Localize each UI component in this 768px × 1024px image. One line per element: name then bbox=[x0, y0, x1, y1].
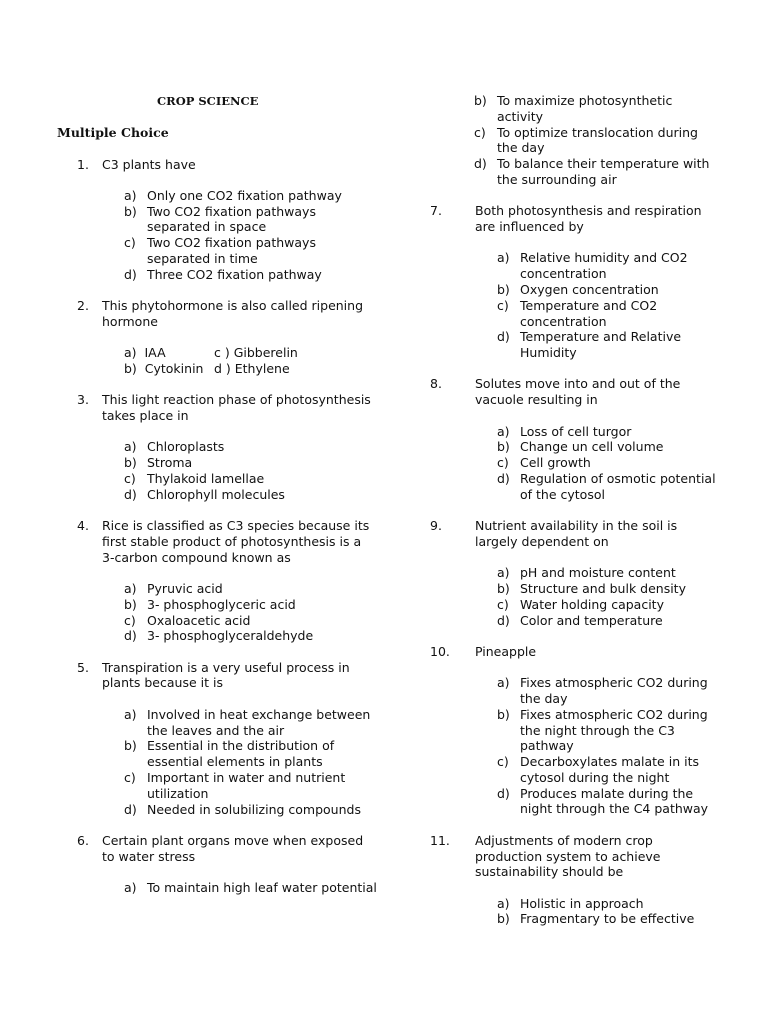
option-text: Cell growth bbox=[520, 455, 591, 471]
option-letter: d) bbox=[474, 156, 487, 172]
option-letter: b) bbox=[124, 738, 137, 754]
option-text: Structure and bulk density bbox=[520, 580, 686, 596]
answer-option: d ) Ethylene bbox=[214, 360, 290, 376]
answer-option bbox=[475, 471, 720, 503]
option-list bbox=[475, 565, 720, 628]
answer-option bbox=[102, 455, 377, 471]
option-text: Oxaloacetic acid bbox=[147, 612, 251, 628]
option-text: To balance their temperature with the surrounding air bbox=[497, 156, 710, 187]
answer-option bbox=[475, 282, 720, 298]
answer-option: b) Cytokinin bbox=[124, 360, 204, 376]
option-text: Two CO2 fixation pathways separated in time bbox=[147, 235, 316, 266]
question-text: Pineapple bbox=[475, 643, 537, 659]
option-text: Two CO2 fixation pathways separated in space bbox=[147, 203, 316, 235]
option-text: pH and moisture content bbox=[520, 565, 676, 581]
answer-option bbox=[475, 581, 720, 597]
question-number: 7. bbox=[430, 203, 442, 219]
option-letter: b) bbox=[497, 706, 510, 722]
option-letter: d) bbox=[497, 470, 510, 486]
answer-option bbox=[475, 250, 720, 282]
question-number: 3. bbox=[77, 392, 89, 408]
option-letter: d) bbox=[124, 628, 137, 644]
answer-option bbox=[102, 597, 377, 613]
answer-option bbox=[102, 204, 377, 236]
answer-option bbox=[102, 439, 377, 455]
option-text: Loss of cell turgor bbox=[520, 423, 632, 439]
answer-option bbox=[475, 439, 720, 455]
answer-option bbox=[102, 188, 377, 204]
option-letter: b) bbox=[497, 439, 510, 455]
question bbox=[430, 518, 720, 628]
option-list bbox=[475, 896, 720, 928]
option-text: Thylakoid lamellae bbox=[147, 470, 265, 486]
option-text: Produces malate during the night through the C4 pathway bbox=[520, 785, 709, 817]
answer-option: c ) Gibberelin bbox=[214, 345, 298, 361]
option-text: Only one CO2 fixation pathway bbox=[147, 187, 342, 203]
option-text: Decarboxylates malate in its cytosol during the night bbox=[520, 754, 699, 785]
option-text: Important in water and nutrient utilization bbox=[147, 769, 346, 801]
option-letter: b) bbox=[497, 281, 510, 297]
option-list bbox=[475, 424, 720, 503]
option-letter: b) bbox=[124, 455, 137, 471]
question-number: 8. bbox=[430, 376, 442, 392]
answer-option bbox=[475, 911, 720, 927]
option-text: Stroma bbox=[147, 455, 193, 471]
answer-option bbox=[102, 487, 377, 503]
option-letter: c) bbox=[124, 769, 136, 785]
answer-option bbox=[475, 329, 720, 361]
question-text: Solutes move into and out of the vacuole resulting in bbox=[475, 376, 681, 408]
option-text: Water holding capacity bbox=[520, 596, 664, 612]
option-text: To maintain high leaf water potential bbox=[147, 879, 377, 895]
answer-option: a) IAA bbox=[124, 345, 166, 361]
option-letter: d) bbox=[497, 329, 510, 345]
question-text: Transpiration is a very useful process in plants because it is bbox=[102, 659, 350, 691]
question-text: C3 plants have bbox=[102, 156, 196, 172]
option-text: Essential in the distribution of essential elements in plants bbox=[147, 738, 335, 770]
question bbox=[57, 833, 377, 896]
answer-option bbox=[475, 597, 720, 613]
option-letter: c) bbox=[497, 754, 509, 770]
option-text: Color and temperature bbox=[520, 612, 663, 628]
option-letter: b) bbox=[474, 93, 487, 108]
answer-option bbox=[102, 738, 377, 770]
option-text: Fixes atmospheric CO2 during the night through the C3 pathway bbox=[520, 706, 708, 754]
left-column bbox=[57, 93, 377, 896]
option-letter: a) bbox=[497, 675, 510, 691]
option-list bbox=[102, 880, 377, 896]
question-text: Rice is classified as C3 species because its first stable product of photosynthesis is a 3-carbon compound known as bbox=[102, 518, 370, 565]
option-list bbox=[475, 675, 720, 817]
option-letter: a) bbox=[124, 187, 137, 203]
answer-option bbox=[102, 235, 377, 267]
option-text: Three CO2 fixation pathway bbox=[147, 266, 322, 282]
answer-option bbox=[102, 628, 377, 644]
answer-option bbox=[102, 770, 377, 802]
option-letter: d) bbox=[124, 266, 137, 282]
option-letter: a) bbox=[124, 580, 137, 596]
question-number: 6. bbox=[77, 832, 89, 848]
option-letter: c) bbox=[124, 235, 136, 251]
question-text: Adjustments of modern crop production system to achieve sustainability should be bbox=[475, 832, 661, 880]
right-question-list bbox=[430, 203, 720, 927]
option-list bbox=[102, 707, 377, 818]
option-list bbox=[102, 581, 377, 644]
answer-option bbox=[475, 565, 720, 581]
question-text: Nutrient availability in the soil is largely dependent on bbox=[475, 518, 678, 549]
answer-option bbox=[475, 455, 720, 471]
option-text: Pyruvic acid bbox=[147, 580, 223, 596]
answer-option bbox=[475, 613, 720, 629]
section-heading: Multiple Choice bbox=[57, 125, 169, 140]
option-text: Chlorophyll molecules bbox=[147, 486, 285, 502]
option-text: 3- phosphoglyceric acid bbox=[147, 596, 296, 612]
answer-option bbox=[475, 298, 720, 330]
question bbox=[57, 157, 377, 283]
question bbox=[430, 203, 720, 361]
option-text: Change un cell volume bbox=[520, 439, 664, 455]
option-list bbox=[102, 188, 377, 283]
answer-option bbox=[430, 156, 720, 188]
option-letter: c) bbox=[497, 455, 509, 471]
option-letter: a) bbox=[124, 879, 137, 895]
answer-option bbox=[475, 896, 720, 912]
answer-option bbox=[475, 754, 720, 786]
answer-option bbox=[475, 424, 720, 440]
continued-options bbox=[430, 93, 720, 188]
option-letter: b) bbox=[497, 580, 510, 596]
question bbox=[57, 392, 377, 502]
option-text: Regulation of osmotic potential of the cytosol bbox=[520, 470, 716, 502]
option-text: Fixes atmospheric CO2 during the day bbox=[520, 675, 708, 706]
question bbox=[57, 660, 377, 818]
answer-option bbox=[102, 880, 377, 896]
question-number: 1. bbox=[77, 156, 89, 172]
option-text: Temperature and Relative Humidity bbox=[520, 329, 682, 361]
question-number: 9. bbox=[430, 518, 442, 534]
question-text: Both photosynthesis and respiration are influenced by bbox=[475, 203, 702, 235]
question-number: 5. bbox=[77, 659, 89, 675]
answer-option bbox=[102, 613, 377, 629]
question-text: This phytohormone is also called ripening hormone bbox=[102, 298, 364, 329]
question-number: 4. bbox=[77, 518, 89, 534]
option-text: Needed in solubilizing compounds bbox=[147, 801, 361, 817]
answer-option bbox=[102, 471, 377, 487]
option-letter: a) bbox=[124, 706, 137, 722]
answer-option bbox=[102, 267, 377, 283]
question bbox=[430, 376, 720, 502]
option-letter: d) bbox=[124, 486, 137, 502]
option-text: Chloroplasts bbox=[147, 439, 225, 455]
answer-option bbox=[102, 581, 377, 597]
option-letter: c) bbox=[474, 124, 486, 140]
option-letter: c) bbox=[497, 596, 509, 612]
answer-option bbox=[475, 707, 720, 754]
option-letter: d) bbox=[497, 785, 510, 801]
answer-option bbox=[102, 707, 377, 739]
question bbox=[430, 644, 720, 817]
right-column bbox=[430, 93, 720, 927]
question-number: 11. bbox=[430, 832, 450, 848]
option-letter: c) bbox=[124, 612, 136, 628]
option-text: Holistic in approach bbox=[520, 895, 644, 911]
answer-option bbox=[430, 125, 720, 157]
option-text: To maximize photosynthetic activity bbox=[497, 93, 673, 124]
answer-option bbox=[475, 786, 720, 818]
question-number: 10. bbox=[430, 643, 450, 659]
question-text: This light reaction phase of photosynthesis takes place in bbox=[102, 392, 371, 424]
question bbox=[57, 518, 377, 644]
question bbox=[430, 833, 720, 927]
question-number: 2. bbox=[77, 298, 89, 314]
option-list bbox=[475, 250, 720, 361]
option-text: Oxygen concentration bbox=[520, 281, 659, 297]
option-letter: d) bbox=[124, 801, 137, 817]
option-text: To optimize translocation during the day bbox=[497, 124, 698, 156]
option-letter: a) bbox=[497, 423, 510, 439]
option-letter: b) bbox=[124, 596, 137, 612]
option-letter: a) bbox=[124, 439, 137, 455]
option-list bbox=[102, 439, 377, 502]
option-letter: c) bbox=[124, 470, 136, 486]
option-grid bbox=[102, 345, 377, 377]
answer-option bbox=[475, 675, 720, 707]
option-letter: a) bbox=[497, 565, 510, 581]
option-text: Fragmentary to be effective bbox=[520, 911, 695, 927]
option-text: Involved in heat exchange between the leaves and the air bbox=[147, 706, 371, 738]
option-letter: a) bbox=[497, 250, 510, 266]
option-text: Temperature and CO2 concentration bbox=[520, 297, 658, 329]
option-letter: c) bbox=[497, 297, 509, 313]
answer-option bbox=[430, 93, 720, 125]
option-text: Relative humidity and CO2 concentration bbox=[520, 250, 688, 282]
document-title: CROP SCIENCE bbox=[157, 94, 259, 108]
left-question-list bbox=[57, 157, 377, 896]
option-letter: b) bbox=[124, 203, 137, 219]
question-text: Certain plant organs move when exposed to water stress bbox=[102, 832, 364, 864]
answer-option bbox=[102, 802, 377, 818]
question bbox=[57, 298, 377, 377]
option-letter: d) bbox=[497, 612, 510, 628]
option-letter: a) bbox=[497, 895, 510, 911]
option-letter: b) bbox=[497, 911, 510, 927]
option-text: 3- phosphoglyceraldehyde bbox=[147, 628, 314, 644]
